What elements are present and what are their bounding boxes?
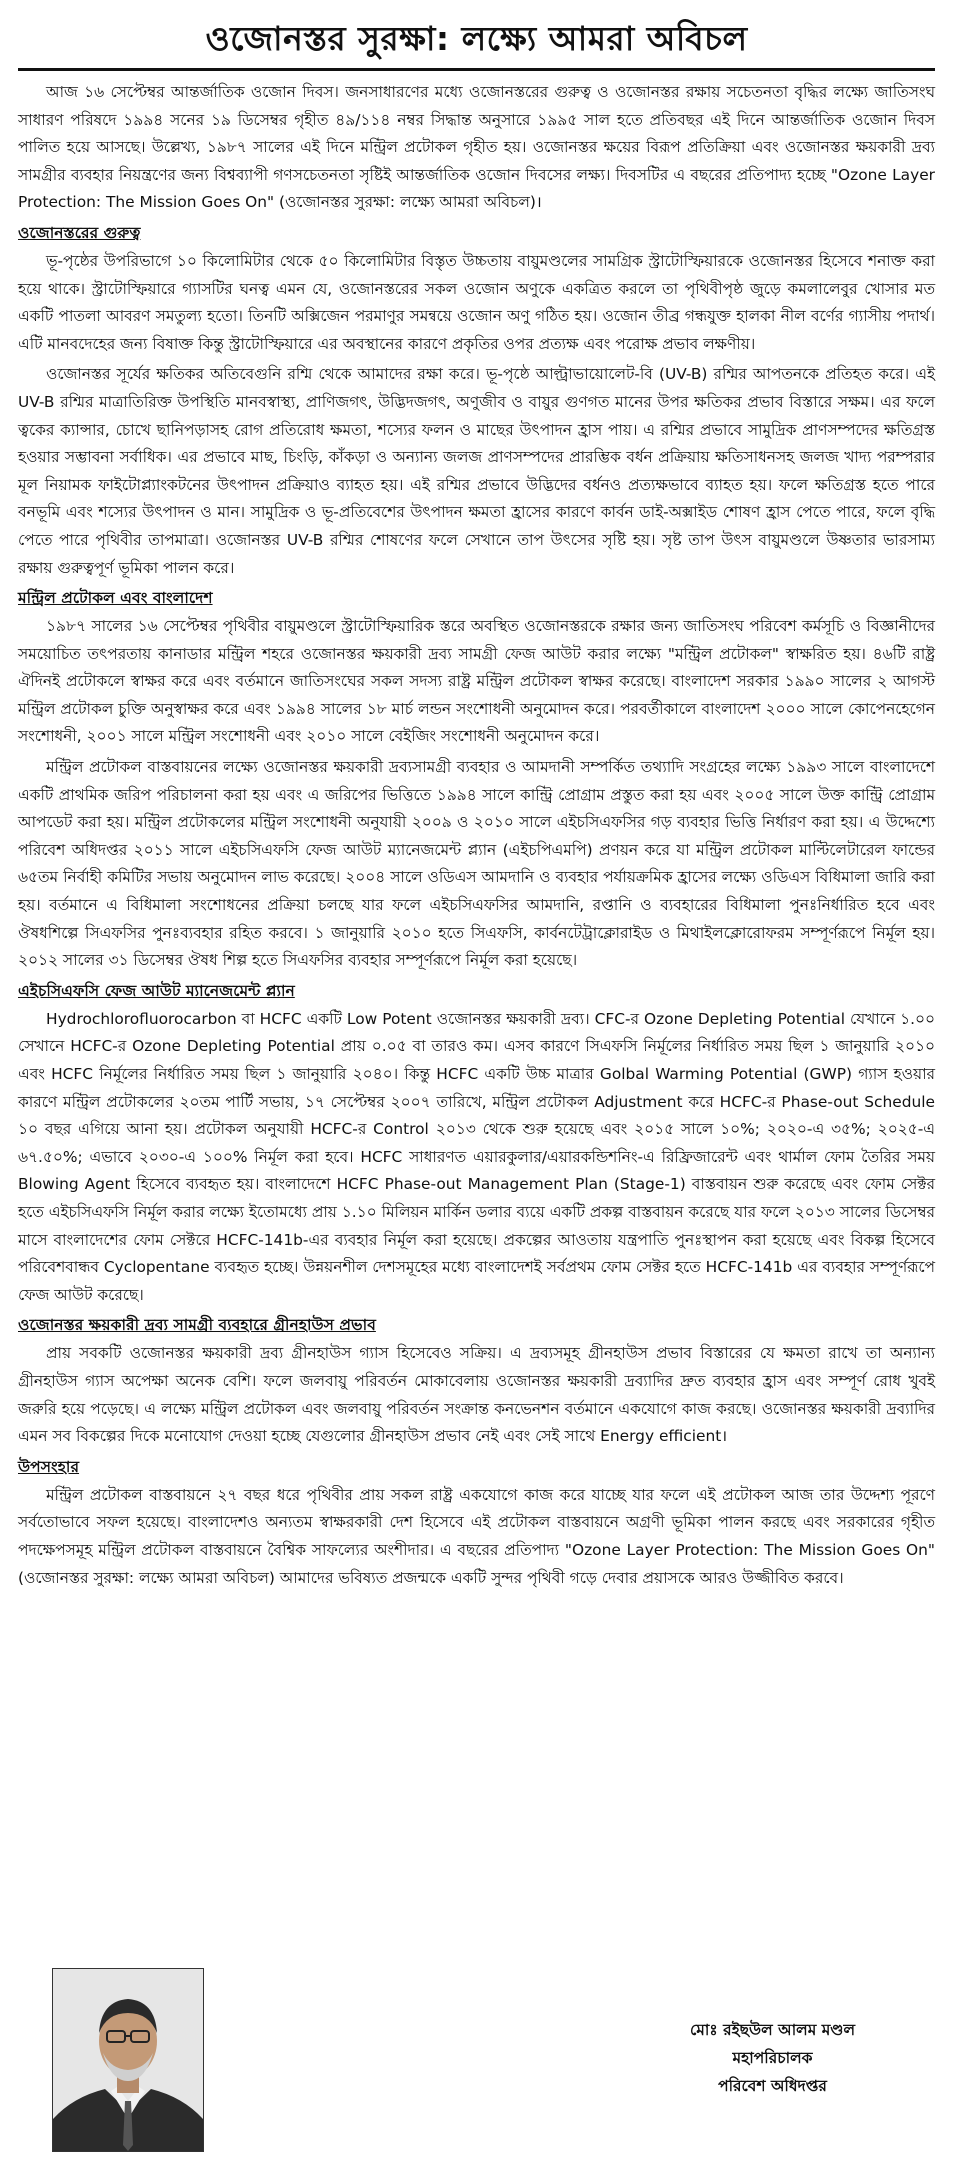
paragraph: ভূ-পৃষ্ঠের উপরিভাগে ১০ কিলোমিটার থেকে ৫০ কিলোমিটার বিস্তৃত উচ্চতায় বায়ুমণ্ডলের সামগ্রিক স্ট্রাটোস্ফিয়ারকে ওজোনস্তর হিসেবে শনাক্ত করা হয়ে থাকে। স্ট্রাটোস্ফিয়ারে গ্যাসটির ঘনত্ব এমন যে, ওজোনস্তরের সকল ওজোন অণুকে একত্রিত করলে তা পৃথিবীপৃষ্ঠ জুড়ে কমলালেবুর খোসার মত একটি পাতলা আবরণ সমতুল্য হতো। তিনটি অক্সিজেন পরমাণুর সমন্বয়ে ওজোন অণু গঠিত হয়। ওজোন তীব্র গন্ধযুক্ত হালকা নীল বর্ণের গ্যাসীয় পদার্থ। এটি মানবদেহের জন্য বিষাক্ত কিন্তু স্ট্রাটোস্ফিয়ারে এর অবস্থানের কারণে প্রকৃতির ওপর প্রত্যক্ষ এবং পরোক্ষ প্রভাব লক্ষণীয়।: [18, 251, 935, 353]
paragraph: মন্ট্রিল প্রটোকল বাস্তবায়নের লক্ষ্যে ওজোনস্তর ক্ষয়কারী দ্রব্যসামগ্রী ব্যবহার ও আমদানী সম্পর্কিত তথ্যাদি সংগ্রহের লক্ষ্যে ১৯৯৩ সালে বাংলাদেশে একটি প্রাথমিক জরিপ পরিচালনা করা হয় এবং এ জরিপের ভিত্তিতে ১৯৯৪ সালে কান্ট্রি প্রোগ্রাম প্রস্তুত করা হয় এবং ২০০৫ সালে উক্ত কান্ট্রি প্রোগ্রাম আপডেট করা হয়। মন্ট্রিল প্রটোকলের মন্ট্রিল সংশোধনী অনুযায়ী ২০০৯ ও ২০১০ সালে এইচসিএফসির গড় ব্যবহার ভিত্তি নির্ধারণ করা হয়। এ উদ্দেশ্যে পরিবেশ অধিদপ্তর ২০১১ সালে এইচসিএফসি ফেজ আউট ম্যানেজমেন্ট প্ল্যান (এইচপিএমপি) প্রণয়ন করে যা মন্ট্রিল প্রটোকল মাল্টিলেটারেল ফান্ডের ৬৫তম নির্বাহী কমিটির সভায় অনুমোদন লাভ করেছে। ২০০৪ সালে ওডিএস আমদানি ও ব্যবহার পর্যায়ক্রমিক হ্রাসের লক্ষ্যে ওডিএস বিধিমালা জারি করা হয়। বর্তমানে এ বিধিমালা সংশোধনের প্রক্রিয়া চলছে যার ফলে এইচসিএফসির আমদানি, রপ্তানি ও ব্যবহারের বিধিমালা পুনঃনির্ধারিত হবে এবং ঔষধশিল্পে সিএফসির পুনঃব্যবহার রহিত করবে। ১ জানুয়ারি ২০১০ হতে সিএফসি, কার্বনটেট্রাক্লোরাইড ও মিথাইলক্লোরোফরম সম্পূর্ণরূপে নির্মূল হয়। ২০১২ সালের ৩১ ডিসেম্বর ঔষধ শিল্প হতে সিএফসির ব্যবহার সম্পূর্ণরূপে নির্মূল করা হয়েছে।: [18, 758, 935, 970]
section-heading-greenhouse-effect: ওজোনস্তর ক্ষয়কারী দ্রব্য সামগ্রী ব্যবহারে গ্রীনহাউস প্রভাব: [18, 1316, 376, 1335]
signatory-designation: মহাপরিচালক: [732, 2049, 813, 2067]
paragraph: Hydrochlorofluorocarbon বা HCFC একটি Low Potent ওজোনস্তর ক্ষয়কারী দ্রব্য। CFC-র Ozone Depleting Potential যেখানে ১.০০ সেখানে HCFC-র Ozone Depleting Potential প্রায় ০.০৫ বা তারও কম। এসব কারণে সিএফসি নির্মূলের নির্ধারিত সময় ছিল ১ জানুয়ারি ২০১০ এবং HCFC নির্মূলের নির্ধারিত সময় ছিল ১ জানুয়ারি ২০৪০। কিন্তু HCFC একটি উচ্চ মাত্রার Golbal Warming Potential (GWP) গ্যাস হওয়ার কারণে মন্ট্রিল প্রটোকলের ২০তম পার্টি সভায়, ১৭ সেপ্টেম্বর ২০০৭ তারিখে, মন্ট্রিল প্রটোকল Adjustment করে HCFC-র Phase-out Schedule ১০ বছর এগিয়ে আনা হয়। প্রটোকল অনুযায়ী HCFC-র Control ২০১৩ থেকে শুরু হয়েছে এবং ২০১৫ সালে ১০%; ২০২০-এ ৩৫%; ২০২৫-এ ৬৭.৫০%; এভাবে ২০৩০-এ ১০০% নির্মূল করা হবে। HCFC সাধারণত এয়ারকুলার/এয়ারকন্ডিশনিং-এ রিফ্রিজারেন্ট এবং থার্মাল ফোম তৈরির সময় Blowing Agent হিসেবে ব্যবহৃত হয়। বাংলাদেশে HCFC Phase-out Management Plan (Stage-1) বাস্তবায়ন শুরু করেছে এবং ফোম সেক্টর হতে এইচসিএফসি নির্মূল করার লক্ষ্যে ইতোমধ্যে প্রায় ১.১০ মিলিয়ন মার্কিন ডলার ব্যয়ে একটি প্রকল্প বাস্তবায়ন করেছে যার ফলে ২০১৩ সালের ডিসেম্বর মাসে বাংলাদেশের ফোম সেক্টরে HCFC-141b-এর ব্যবহার নির্মূল করা হয়েছে। প্রকল্পের আওতায় যন্ত্রপাতি পুনঃস্থাপন করা হয়েছে এবং বিকল্প হিসেবে পরিবেশবান্ধব Cyclopentane ব্যবহৃত হচ্ছে। উন্নয়নশীল দেশসমূহের মধ্যে বাংলাদেশই সর্বপ্রথম ফোম সেক্টর হতে HCFC-141b এর ব্যবহার সম্পূর্ণরূপে ফেজ আউট করেছে।: [18, 1009, 935, 1304]
footer: [18, 1960, 935, 2155]
section-heading-ozone-importance: ওজোনস্তরের গুরুত্ব: [18, 223, 141, 242]
section-heading-montreal-protocol: মন্ট্রিল প্রটোকল এবং বাংলাদেশ: [18, 589, 213, 608]
title-bar: [18, 10, 935, 71]
signatory-name: মোঃ রইছউল আলম মণ্ডল: [690, 2021, 855, 2039]
article-body: [18, 79, 935, 1592]
paragraph: ১৯৮৭ সালের ১৬ সেপ্টেম্বর পৃথিবীর বায়ুমণ্ডলে স্ট্রাটোস্ফিয়ারিক স্তরে অবস্থিত ওজোনস্তরকে রক্ষার জন্য জাতিসংঘ পরিবেশ কর্মসূচি ও বিজ্ঞানীদের সময়োচিত তৎপরতায় কানাডার মন্ট্রিল শহরে ওজোনস্তর ক্ষয়কারী দ্রব্য সামগ্রী ফেজ আউট করার লক্ষ্যে "মন্ট্রিল প্রটোকল" স্বাক্ষরিত হয়। ৪৬টি রাষ্ট্র ঐদিনই প্রটোকলে স্বাক্ষর করে এবং বর্তমানে জাতিসংঘের সকল সদস্য রাষ্ট্র মন্ট্রিল প্রটোকল স্বাক্ষর করেছে। বাংলাদেশ সরকার ১৯৯০ সালের ২ আগস্ট মন্ট্রিল প্রটোকল চুক্তি অনুস্বাক্ষর করে এবং ১৯৯৪ সালের ১৮ মার্চ লন্ডন সংশোধনী অনুমোদন করে। পরবর্তীকালে বাংলাদেশ ২০০০ সালে কোপেনহেগেন সংশোধনী, ২০০১ সালে মন্ট্রিল সংশোধনী এবং ২০১০ সালে বেইজিং সংশোধনী অনুমোদন করে।: [18, 617, 935, 746]
section-heading-conclusion: উপসংহার: [18, 1457, 80, 1476]
author-photo: [52, 1968, 204, 2152]
section-heading-hcfc-plan: এইচসিএফসি ফেজ আউট ম্যানেজমেন্ট প্ল্যান: [18, 981, 295, 1000]
paragraph: প্রায় সবকটি ওজোনস্তর ক্ষয়কারী দ্রব্য গ্রীনহাউস গ্যাস হিসেবেও সক্রিয়। এ দ্রব্যসমূহ গ্রীনহাউস প্রভাব বিস্তারের যে ক্ষমতা রাখে তা অন্যান্য গ্রীনহাউস গ্যাস অপেক্ষা অনেক বেশি। ফলে জলবায়ু পরিবর্তন মোকাবেলায় ওজোনস্তর ক্ষয়কারী দ্রব্যাদির দ্রুত ব্যবহার হ্রাস এবং সম্পূর্ণ রোধ খুবই জরুরি হয়ে পড়েছে। এ লক্ষ্যে মন্ট্রিল প্রটোকল এবং জলবায়ু পরিবর্তন সংক্রান্ত কনভেনশন বর্তমানে একযোগে কাজ করছে। ওজোনস্তর ক্ষয়কারী দ্রব্যাদির এমন সব বিকল্পের দিকে মনোযোগ দেওয়া হচ্ছে যেগুলোর গ্রীনহাউস প্রভাব নেই এবং সেই সাথে Energy efficient।: [18, 1344, 935, 1446]
paragraph: মন্ট্রিল প্রটোকল বাস্তবায়নে ২৭ বছর ধরে পৃথিবীর প্রায় সকল রাষ্ট্র একযোগে কাজ করে যাচ্ছে যার ফলে এই প্রটোকল আজ তার উদ্দেশ্য পূরণে সর্বতোভাবে সফল হয়েছে। বাংলাদেশও অন্যতম স্বাক্ষরকারী দেশ হিসেবে এই প্রটোকল বাস্তবায়নে অগ্রণী ভূমিকা পালন করছে এবং সরকারের গৃহীত পদক্ষেপসমূহ মন্ট্রিল প্রটোকল বাস্তবায়নে বৈশ্বিক সাফল্যের অংশীদার। এ বছরের প্রতিপাদ্য "Ozone Layer Protection: The Mission Goes On" (ওজোনস্তর সুরক্ষা: লক্ষ্যে আমরা অবিচল) আমাদের ভবিষ্যত প্রজন্মকে একটি সুন্দর পৃথিবী গড়ে দেবার প্রয়াসকে আরও উজ্জীবিত করবে।: [18, 1485, 935, 1587]
intro-paragraph: আজ ১৬ সেপ্টেম্বর আন্তর্জাতিক ওজোন দিবস। জনসাধারণের মধ্যে ওজোনস্তরের গুরুত্ব ও ওজোনস্তর রক্ষায় সচেতনতা বৃদ্ধির লক্ষ্যে জাতিসংঘ সাধারণ পরিষদে ১৯৯৪ সনের ১৯ ডিসেম্বর গৃহীত ৪৯/১১৪ নম্বর সিদ্ধান্ত অনুসারে ১৯৯৫ সাল হতে প্রতিবছর এই দিনে আন্তর্জাতিক ওজোন দিবস পালিত হয়ে আসছে। উল্লেখ্য, ১৯৮৭ সালের এই দিনে মন্ট্রিল প্রটোকল গৃহীত হয়। ওজোনস্তর ক্ষয়ের বিরূপ প্রতিক্রিয়া এবং ওজোনস্তর ক্ষয়কারী দ্রব্য সামগ্রীর ব্যবহার নিয়ন্ত্রণের জন্য বিশ্বব্যাপী গণসচেতনতা সৃষ্টিই আন্তর্জাতিক ওজোন দিবসের লক্ষ্য। দিবসটির এ বছরের প্রতিপাদ্য হচ্ছে "Ozone Layer Protection: The Mission Goes On" (ওজোনস্তর সুরক্ষা: লক্ষ্যে আমরা অবিচল)।: [18, 83, 935, 212]
signatory-office: পরিবেশ অধিদপ্তর: [718, 2077, 827, 2095]
signature-block: [690, 2016, 855, 2100]
person-portrait-icon: [53, 1969, 203, 2151]
paragraph: ওজোনস্তর সূর্যের ক্ষতিকর অতিবেগুনি রশ্মি থেকে আমাদের রক্ষা করে। ভূ-পৃষ্ঠে আল্ট্রাভায়োলেট-বি (UV-B) রশ্মির আপতনকে প্রতিহত করে। এই UV-B রশ্মির মাত্রাতিরিক্ত উপস্থিতি মানবস্বাস্থ্য, প্রাণিজগৎ, উদ্ভিদজগৎ, অণুজীব ও বায়ুর গুণগত মানের উপর ক্ষতিকর প্রভাব বিস্তারে সক্ষম। এর ফলে ত্বকের ক্যান্সার, চোখে ছানিপড়াসহ রোগ প্রতিরোধ ক্ষমতা, শস্যের ফলন ও মাছের উৎপাদন হ্রাস পায়। এ রশ্মির প্রভাবে সামুদ্রিক প্রাণসম্পদের ক্ষতিগ্রস্ত হওয়ার সম্ভাবনা সর্বাধিক। এর প্রভাবে মাছ, চিংড়ি, কাঁকড়া ও অন্যান্য জলজ প্রাণসম্পদের প্রারম্ভিক বর্ধন প্রক্রিয়ায় ক্ষতিসাধনসহ জলজ খাদ্য পরম্পরার মূল নিয়ামক ফাইটোপ্ল্যাংকটনের উৎপাদন প্রক্রিয়াও ব্যাহত হয়। এই রশ্মির প্রভাবে উদ্ভিদের বর্ধনও প্রত্যক্ষভাবে ব্যাহত হয়। ফলে ক্ষতিগ্রস্ত হতে পারে বনভূমি এবং শস্যের উৎপাদন ও মান। সামুদ্রিক ও ভূ-প্রতিবেশের উৎপাদন ক্ষমতা হ্রাসের কারণে কার্বন ডাই-অক্সাইড শোষণ হ্রাস পেতে পারে, ফলে বৃদ্ধি পেতে পারে পৃথিবীর তাপমাত্রা। ওজোনস্তর UV-B রশ্মির শোষণের ফলে সেখানে তাপ উৎসের সৃষ্টি হয়। সৃষ্ট তাপ উৎস বায়ুমণ্ডলে উষ্ণতার ভারসাম্য রক্ষায় গুরুত্বপূর্ণ ভূমিকা পালন করে।: [18, 365, 935, 577]
article-title: ওজোনস্তর সুরক্ষা: লক্ষ্যে আমরা অবিচল: [205, 19, 748, 58]
